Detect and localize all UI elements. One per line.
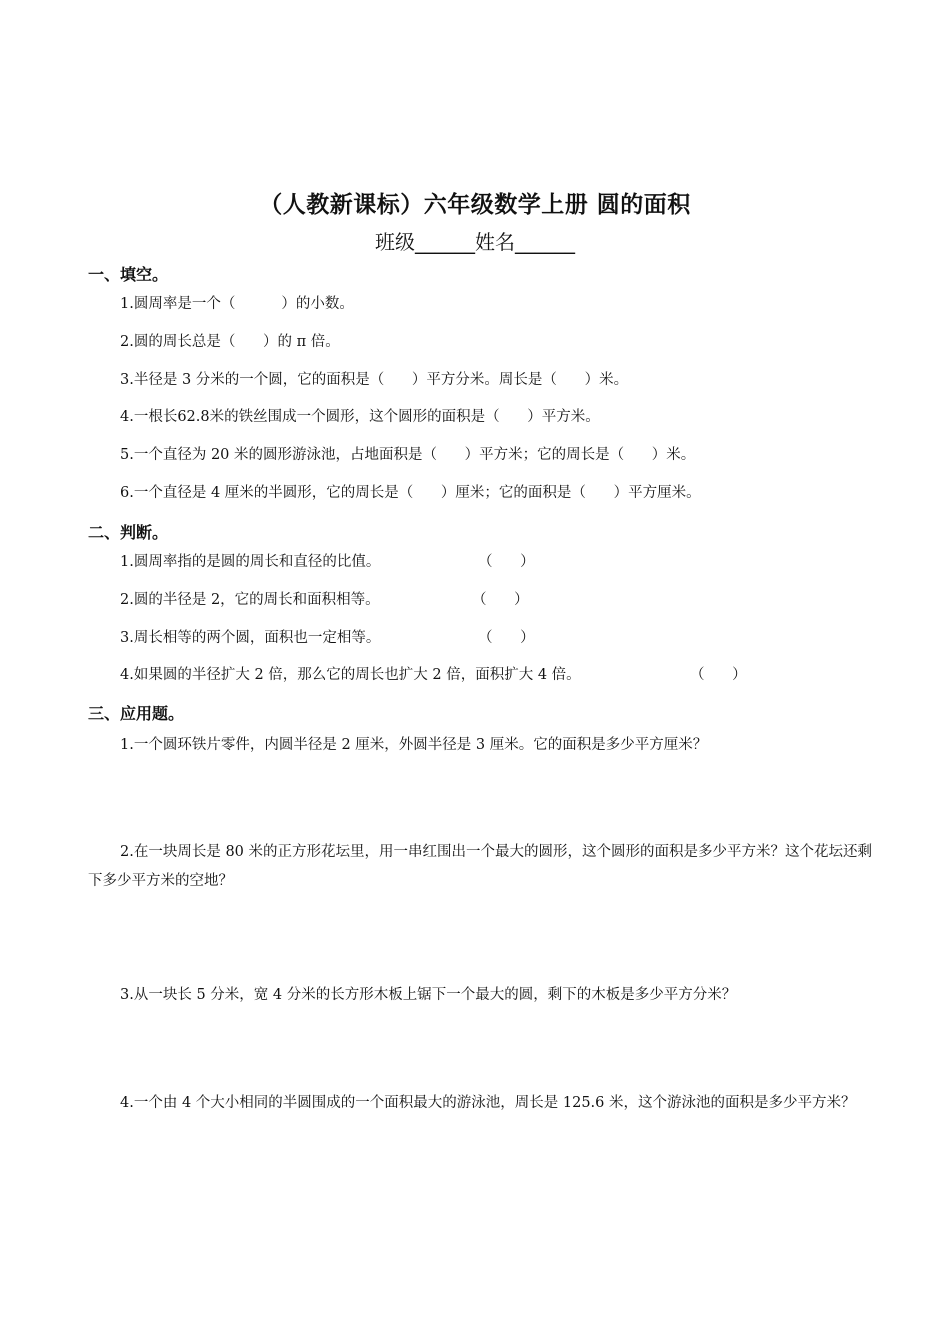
fill-question-1: 1.圆周率是一个（ ）的小数。: [120, 296, 354, 312]
judge-question-1: 1.圆周率指的是圆的周长和直径的比值。: [120, 554, 381, 570]
section-heading-word-problems: 三、应用题。: [88, 704, 185, 723]
judge-question-2: 2.圆的半径是 2，它的周长和面积相等。: [120, 592, 380, 608]
section-heading-judge: 二、判断。: [88, 523, 169, 542]
fill-question-4: 4.一根长62.8米的铁丝围成一个圆形，这个圆形的面积是（ ）平方米。: [120, 409, 600, 425]
word-problem-4: 4.一个由 4 个大小相同的半圆围成的一个面积最大的游泳池，周长是 125.6 米，这个游泳池的面积是多少平方米？: [120, 1095, 856, 1111]
judge-question-3: 3.周长相等的两个圆，面积也一定相等。: [120, 630, 381, 646]
judge-answer-box-4: （ ）: [690, 667, 747, 683]
word-problem-3: 3.从一块长 5 分米，宽 4 分米的长方形木板上锯下一个最大的圆，剩下的木板是多少平方分米？: [120, 987, 737, 1003]
fill-question-6: 6.一个直径是 4 厘米的半圆形，它的周长是（ ）厘米；它的面积是（ ）平方厘米。: [120, 485, 701, 501]
fill-question-3: 3.半径是 3 分米的一个圆，它的面积是（ ）平方分米。周长是（ ）米。: [120, 372, 629, 388]
page-title: （人教新课标）六年级数学上册 圆的面积: [259, 192, 691, 218]
word-problem-2: 2.在一块周长是 80 米的正方形花坛里，用一串红围出一个最大的圆形，这个圆形的面积是多少平方米？这个花坛还剩下多少平方米的空地？: [88, 844, 872, 889]
judge-answer-box-1: （ ）: [478, 554, 535, 570]
section-heading-fill-in: 一、填空。: [88, 265, 169, 284]
judge-answer-box-3: （ ）: [478, 630, 535, 646]
judge-question-4: 4.如果圆的半径扩大 2 倍，那么它的周长也扩大 2 倍，面积扩大 4 倍。: [120, 667, 581, 683]
class-name-line: 班级______姓名______: [375, 230, 575, 254]
word-problem-1: 1.一个圆环铁片零件，内圆半径是 2 厘米，外圆半径是 3 厘米。它的面积是多少平方厘米？: [120, 737, 708, 753]
fill-question-5: 5.一个直径为 20 米的圆形游泳池，占地面积是（ ）平方米；它的周长是（ ）米。: [120, 447, 696, 463]
judge-answer-box-2: （ ）: [472, 592, 529, 608]
fill-question-2: 2.圆的周长总是（ ）的 π 倍。: [120, 334, 340, 350]
